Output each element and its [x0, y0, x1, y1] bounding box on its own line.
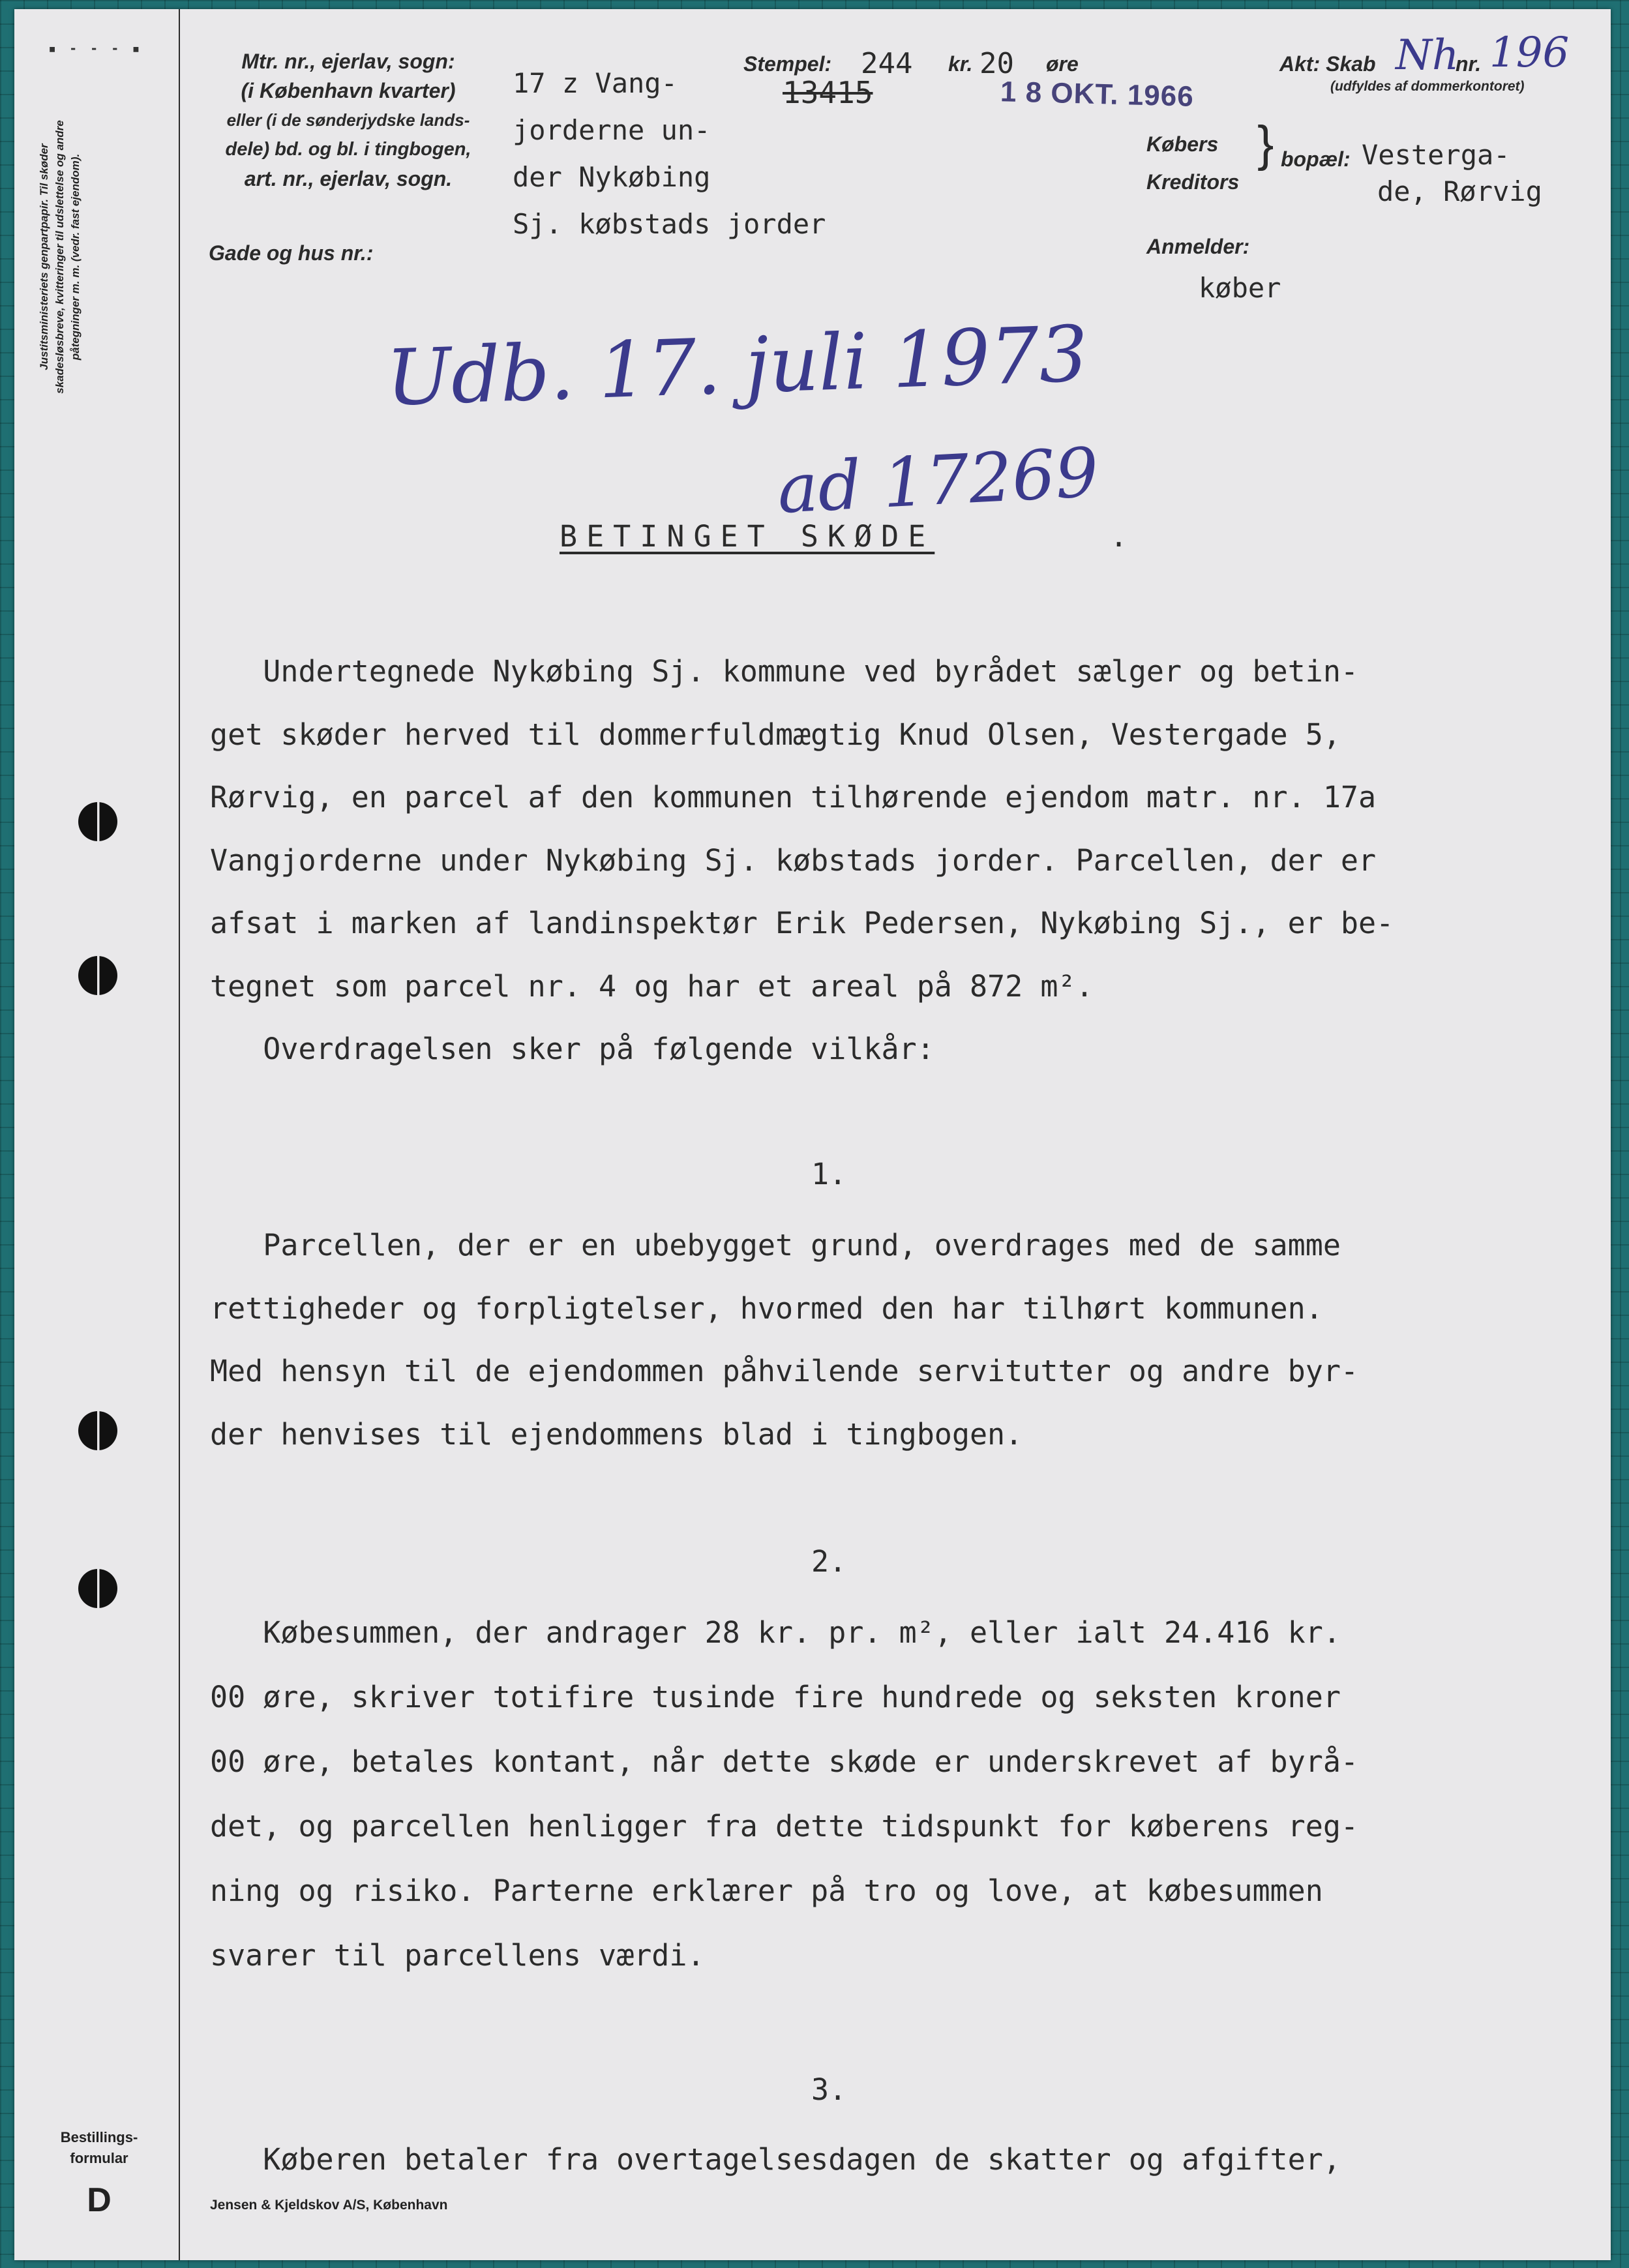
bopael-line: de, Rørvig [1377, 175, 1542, 207]
side-text-line: påtegninger m. m. (vedr. fast ejendom). [69, 153, 82, 361]
kobers-label: Købers [1146, 132, 1219, 156]
document-title: BETINGET SKØDE [560, 519, 935, 554]
mtr-label-line: art. nr., ejerlav, sogn. [244, 167, 453, 190]
body-line: tegnet som parcel nr. 4 og har et areal på 872 m². [210, 968, 1094, 1004]
handwritten-note-paid: Udb. 17. juli 1973 [384, 308, 1090, 423]
ore-label: øre [1046, 52, 1079, 76]
printer-imprint: Jensen & Kjeldskov A/S, København [210, 2198, 448, 2213]
body-line: rettigheder og forpligtelser, hvormed den har tilhørt kommunen. [210, 1291, 1323, 1326]
property-line: der Nykøbing [513, 161, 711, 193]
body-line: Overdragelsen sker på følgende vilkår: [210, 1032, 934, 1066]
property-line: 17 z Vang- [513, 67, 678, 99]
body-line: det, og parcellen henligger fra dette tidspunkt for køberens reg- [210, 1809, 1358, 1843]
side-text-line: skadesløsbreve, kvitteringer til udslettelse og andre [53, 120, 66, 394]
title-period: . [1110, 519, 1128, 554]
document-page [14, 9, 1611, 2260]
body-line: Vangjorderne under Nykøbing Sj. købstads jorder. Parcellen, der er [210, 843, 1377, 878]
margin-rule [179, 9, 180, 2260]
kreditors-label: Kreditors [1146, 170, 1240, 194]
section-3-number: 3. [811, 2072, 847, 2107]
stempel-amount: 244 [861, 47, 913, 80]
akt-nr-handwritten: 196 [1489, 29, 1570, 77]
property-description [513, 60, 826, 248]
gade-label: Gade og hus nr.: [209, 241, 374, 265]
punch-hole [78, 1411, 117, 1450]
intro-paragraph [210, 640, 1514, 1081]
anmelder-label: Anmelder: [1146, 235, 1250, 258]
bopael-label: bopæl: [1281, 147, 1351, 171]
order-form-letter: D [87, 2181, 112, 2219]
body-line: Undertegnede Nykøbing Sj. kommune ved byrådet sælger og betin- [210, 654, 1358, 689]
body-line: der henvises til ejendommens blad i tingbogen. [210, 1416, 1023, 1452]
section-1-paragraph [210, 1214, 1514, 1466]
body-line: ning og risiko. Parterne erklærer på tro og love, at købesummen [210, 1873, 1323, 1908]
body-line: Rørvig, en parcel af den kommunen tilhørende ejendom matr. nr. 17a [210, 780, 1377, 814]
anmelder-value: køber [1199, 272, 1281, 304]
body-line: Købesummen, der andrager 28 kr. pr. m², eller ialt 24.416 kr. [210, 1615, 1341, 1650]
order-label-line: formular [70, 2150, 128, 2166]
punch-hole [78, 956, 117, 995]
order-form-label [53, 2127, 145, 2169]
corner-marks: ▪ - - - ▪ [48, 40, 143, 56]
section-3-paragraph [210, 2128, 1514, 2192]
akt-label: Akt: Skab [1279, 52, 1376, 76]
punch-hole [78, 802, 117, 841]
mtr-label-line: dele) bd. og bl. i tingbogen, [225, 139, 471, 160]
stempel-label: Stempel: [743, 52, 832, 76]
brace: } [1257, 116, 1274, 172]
body-line: Parcellen, der er en ubebygget grund, overdrages med de samme [210, 1228, 1341, 1262]
property-line: jorderne un- [513, 114, 711, 146]
side-form-text [37, 22, 83, 492]
body-line: Med hensyn til de ejendommen påhvilende servitutter og andre byr- [210, 1354, 1358, 1388]
mtr-label-line: Mtr. nr., ejerlav, sogn: [241, 50, 455, 73]
nr-label: nr. [1456, 52, 1482, 76]
mtr-label-block [205, 47, 492, 194]
stempel-struck-number: 13415 [783, 75, 873, 110]
bopael-line: Vesterga- [1362, 139, 1510, 171]
akt-skab-handwritten: Nh [1396, 31, 1459, 80]
body-line: svarer til parcellens værdi. [210, 1938, 705, 1973]
property-line: Sj. købstads jorder [513, 208, 826, 240]
section-2-number: 2. [811, 1544, 847, 1579]
body-line: 00 øre, skriver totifire tusinde fire hundrede og seksten kroner [210, 1680, 1341, 1714]
mtr-label-line: (i København kvarter) [241, 79, 456, 102]
stempel-kr: 20 [979, 47, 1014, 80]
date-stamp: 1 8 OKT. 1966 [1000, 76, 1195, 113]
handwritten-note-reference: ad 17269 [775, 432, 1101, 529]
body-line: afsat i marken af landinspektør Erik Pedersen, Nykøbing Sj., er be- [210, 906, 1394, 940]
body-line: Køberen betaler fra overtagelsesdagen de skatter og afgifter, [210, 2142, 1341, 2177]
side-text-line: Justitsministeriets genpartpapir. Til skøder [38, 143, 50, 370]
body-line: 00 øre, betales kontant, når dette skøde er underskrevet af byrå- [210, 1744, 1358, 1779]
kobers-kreditors-labels [1146, 125, 1239, 201]
body-line: get skøder herved til dommerfuldmægtig Knud Olsen, Vestergade 5, [210, 717, 1341, 752]
mtr-label-line: eller (i de sønderjydske lands- [226, 110, 470, 130]
section-2-paragraph [210, 1600, 1514, 1988]
akt-note: (udfyldes af dommerkontoret) [1330, 79, 1525, 94]
order-label-line: Bestillings- [60, 2129, 138, 2145]
bopael-address [1362, 137, 1542, 210]
punch-hole [78, 1569, 117, 1608]
kr-label: kr. [948, 52, 973, 76]
section-1-number: 1. [811, 1157, 847, 1191]
